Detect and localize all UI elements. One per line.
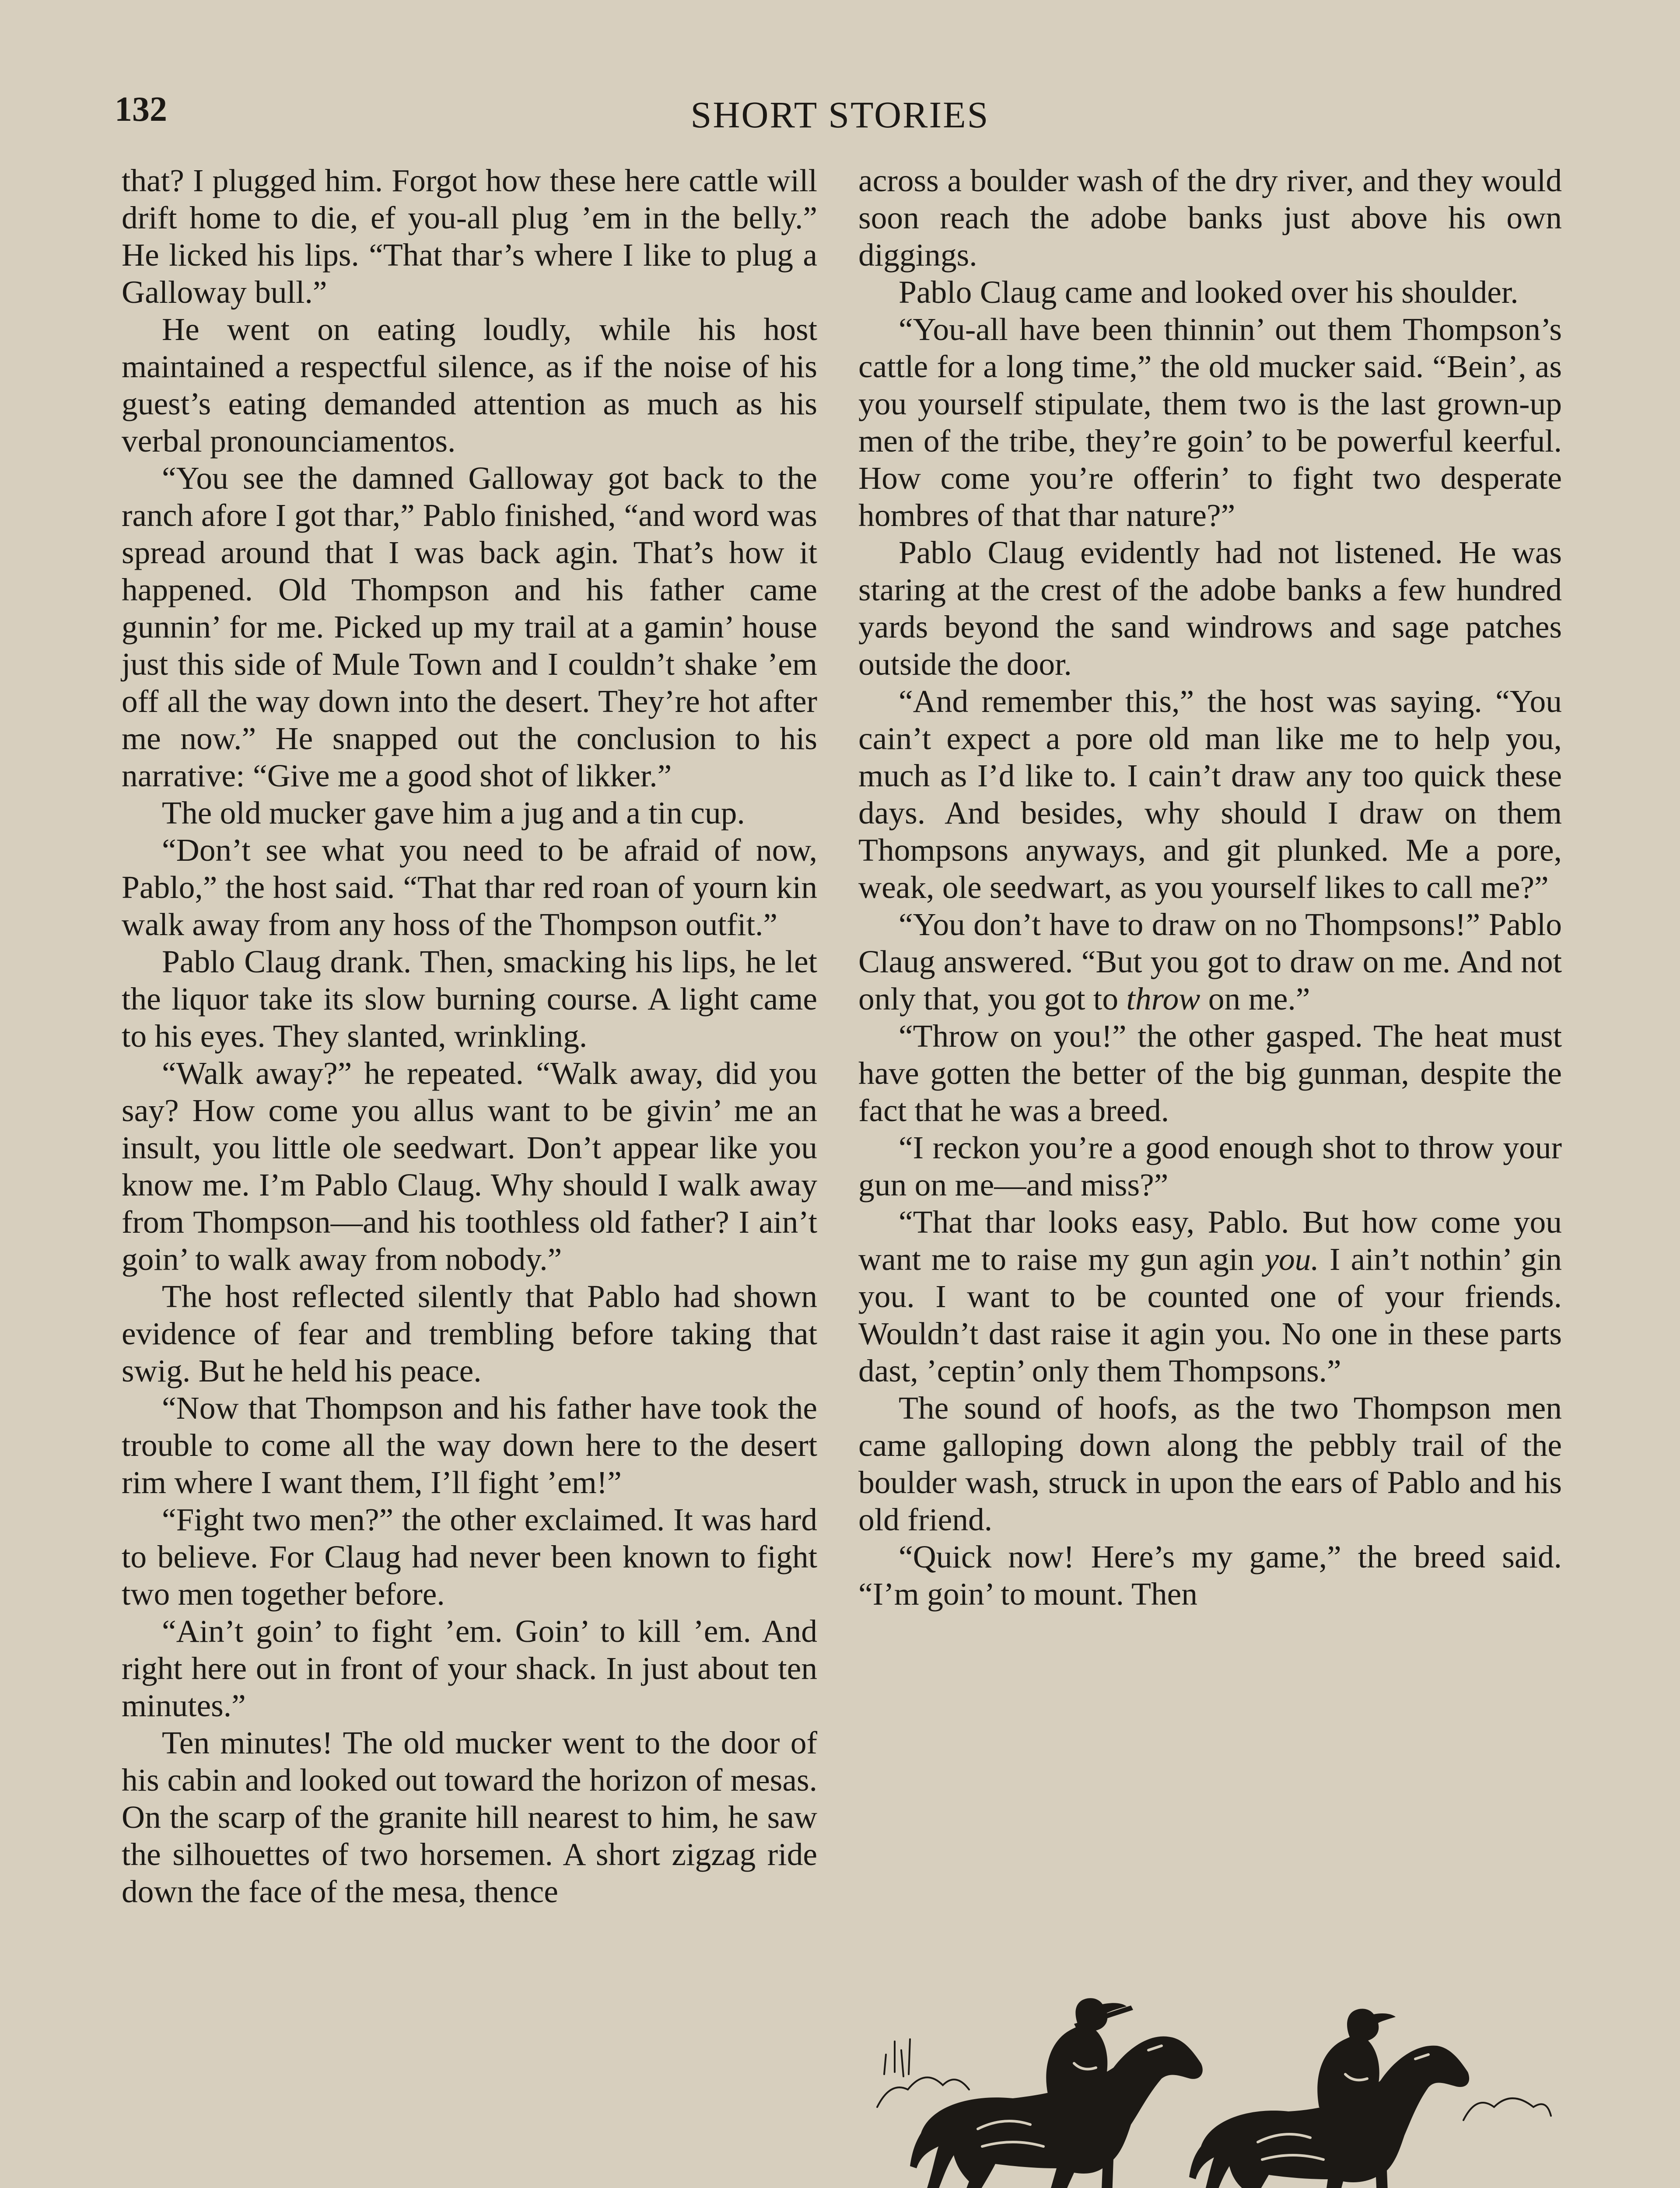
paragraph: “Don’t see what you need to be afraid of now, Pablo,” the host said. “That thar red roan of yourn kin walk away from any hoss of the Thompson outfit.” [122,832,817,942]
text-run: on me.” [1200,981,1310,1017]
paragraph: “I reckon you’re a good enough shot to throw your gun on me—and miss?” [858,1130,1562,1203]
paragraph: across a boulder wash of the dry river, and they would soon reach the adobe banks just above his own diggings. [858,163,1562,273]
text-run: “That thar looks easy, Pablo. But how come you want me to raise my gun agin [858,1204,1562,1277]
paragraph [858,906,1562,1017]
paragraph: He went on eating loudly, while his host maintained a respectful silence, as if the noise of his guest’s eating demanded attention as much as his verbal pronounciamentos. [122,312,817,459]
paragraph: Ten minutes! The old mucker went to the door of his cabin and looked out toward the horizon of mesas. On the scarp of the granite hill nearest to him, he saw the silhouettes of two horsemen. A short zigzag ride down the face of the mesa, thence [122,1725,817,1909]
paragraph [858,1203,1562,1389]
paragraph: “Throw on you!” the other gasped. The heat must have gotten the better of the big gunman, despite the fact that he was a breed. [858,1018,1562,1128]
two-horsemen-illustration [868,1963,1564,2188]
paragraph: The sound of hoofs, as the two Thompson men came galloping down along the pebbly trail of the boulder wash, struck in upon the ears of Pablo and his old friend. [858,1390,1562,1537]
right-column [858,162,1562,1613]
paragraph: “Walk away?” he repeated. “Walk away, did you say? How come you allus want to be givin’ me an insult, you little ole seedwart. Don’t appear like you know me. I’m Pablo Claug. Why should I walk away from Thompson—and his toothless old father? I ain’t goin’ to walk away from nobody.” [122,1055,817,1277]
paragraph: Pablo Claug drank. Then, smacking his lips, he let the liquor take its slow burning course. A light came to his eyes. They slanted, wrinkling. [122,944,817,1054]
paragraph: Pablo Claug came and looked over his shoulder. [899,274,1519,310]
text-run: “You don’t have to draw on no Thompsons!” Pablo Claug answered. “But you got to draw on me. And not only that, you got to [858,907,1562,1017]
emphasis: throw [1126,981,1200,1017]
left-column [122,162,817,1910]
paragraph: “Now that Thompson and his father have took the trouble to come all the way down here to the desert rim where I want them, I’ll fight ’em!” [122,1390,817,1500]
paragraph: “Ain’t goin’ to fight ’em. Goin’ to kill ’em. And right here out in front of your shack. In just about ten minutes.” [122,1613,817,1723]
paragraph: “And remember this,” the host was saying. “You cain’t expect a pore old man like me to help you, much as I’d like to. I cain’t draw any too quick these days. And besides, why should I draw on them Thompsons anyways, and git plunked. Me a pore, weak, ole seedwart, as you yourself likes to call me?” [858,684,1562,905]
paragraph: that? I plugged him. Forgot how these here cattle will drift home to die, ef you-all plug ’em in the belly.” He licked his lips. “That thar’s where I like to plug a Galloway bull.” [122,163,817,310]
paragraph: Pablo Claug evidently had not listened. He was staring at the crest of the adobe banks a few hundred yards beyond the sand windrows and sage patches outside the door. [858,535,1562,682]
paragraph: The host reflected silently that Pablo had shown evidence of fear and trembling before taking that swig. But he held his peace. [122,1279,817,1389]
emphasis: you. [1264,1241,1319,1277]
paragraph: “You-all have been thinnin’ out them Thompson’s cattle for a long time,” the old mucker said. “Bein’, as you yourself stipulate, them two is the last grown-up men of the tribe, they’re goin’ to be powerful keerful. How come you’re offerin’ to fight two desperate hombres of that thar nature?” [858,312,1562,533]
text-run: I ain’t nothin’ gin you. I want to be counted one of your friends. Wouldn’t dast raise it agin you. No one in these parts dast, ’ceptin’ only them Thompsons.” [858,1241,1562,1389]
page-folio: 132 [115,90,167,129]
running-head: SHORT STORIES [690,94,990,136]
paragraph: “Quick now! Here’s my game,” the breed said. “I’m goin’ to mount. Then [858,1539,1562,1612]
paragraph: “You see the damned Galloway got back to the ranch afore I got thar,” Pablo finished, “and word was spread around that I was back agin. That’s how it happened. Old Thompson and his father came gunnin’ for me. Picked up my trail at a gamin’ house just this side of Mule Town and I couldn’t shake ’em off all the way down into the desert. They’re hot after me now.” He snapped out the conclusion to his narrative: “Give me a good shot of likker.” [122,460,817,793]
paragraph: The old mucker gave him a jug and a tin cup. [162,795,745,831]
paragraph: “Fight two men?” the other exclaimed. It was hard to believe. For Claug had never been known to fight two men together before. [122,1502,817,1612]
